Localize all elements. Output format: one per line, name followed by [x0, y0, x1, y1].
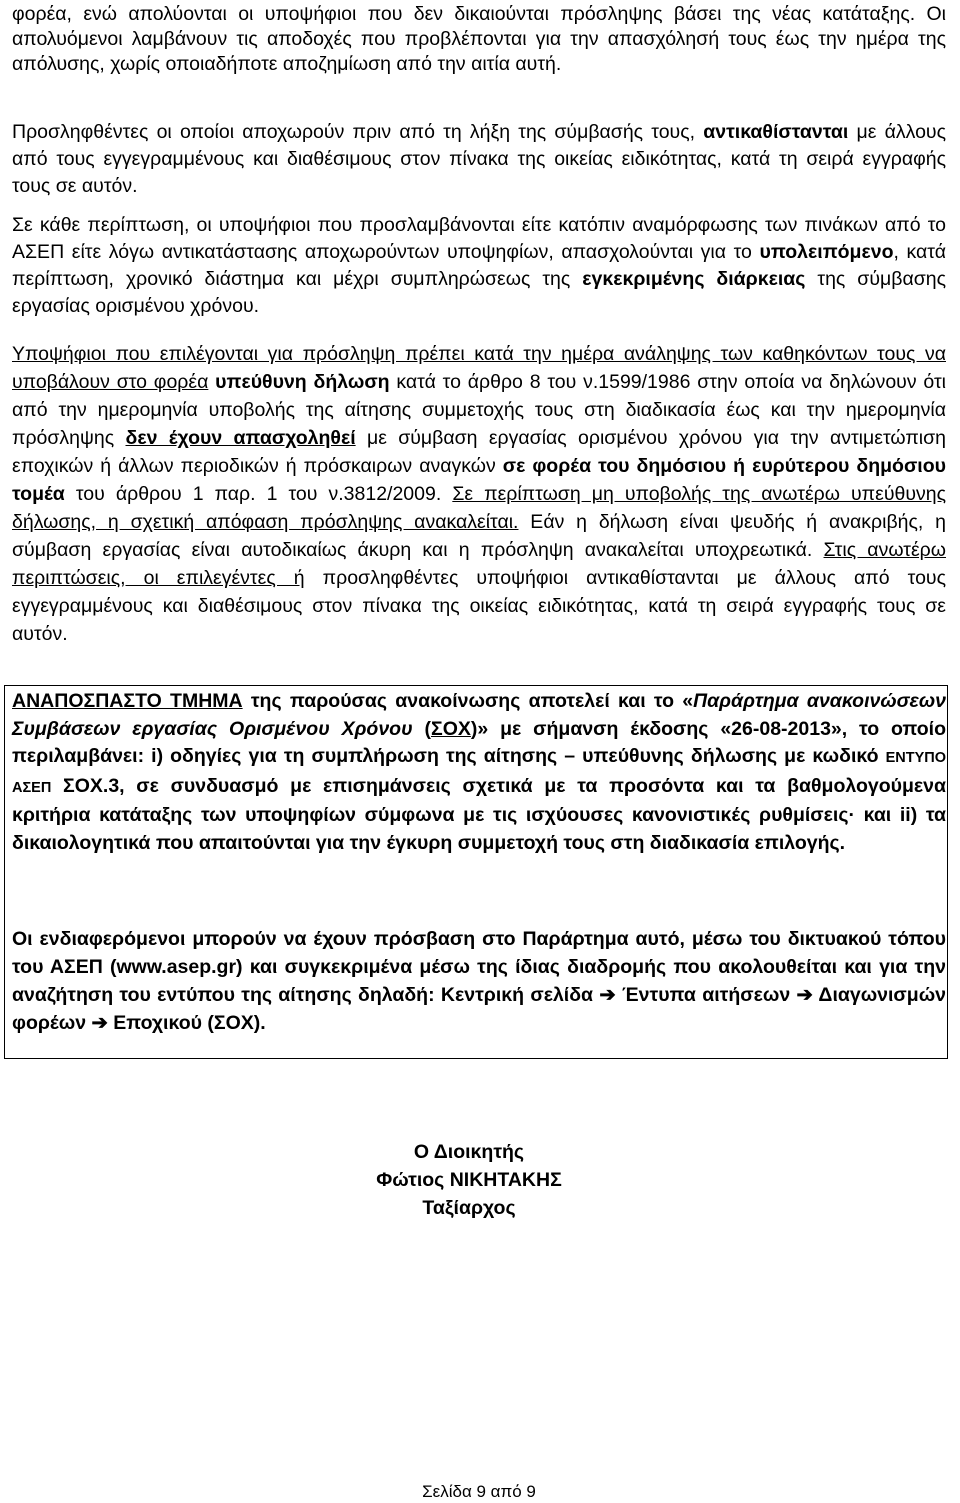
text-bold: υπολειπόμενο — [759, 241, 894, 263]
text: με άλλους από τους εγγεγραμμένους και διαθέσιμους στον πίνακα της οικείας ειδικότητας, κατά τη σειρά εγγραφής τους σε αυτόν. — [12, 121, 946, 197]
path-step-home: Κεντρική σελίδα — [440, 984, 594, 1006]
paragraph-access — [12, 925, 946, 1037]
text-bold: εγκεκριμένης διάρκειας — [582, 268, 806, 290]
paragraph-annex — [12, 688, 946, 857]
signature-role: Ο Διοικητής — [413, 1141, 525, 1163]
text-underlined: Υποψήφιοι που επιλέγονται για πρόσληψη πρέπει κατά την ημέρα ανάληψης των καθηκόντων τους να υποβάλουν στο φορέα — [12, 343, 946, 393]
text: Σε κάθε περίπτωση, οι υποψήφιοι που προσλαμβάνονται είτε κατόπιν αναμόρφωσης των πινάκων από το ΑΣΕΠ είτε λόγω αντικατάστασης αποχωρούντων υποψηφίων, απασχολούνται για το — [12, 214, 946, 263]
paragraph-dismissal: φορέα, ενώ απολύονται οι υποψήφιοι που δεν δικαιούνται πρόσληψης βάσει της νέας κατάταξης. Οι απολυόμενοι λαμβάνουν τις αποδοχές που προβλέπονται για την απασχόλησή τους έως την ημέρα της απόλυσης, χωρίς οποιαδήποτε αποζημίωση από την αιτία αυτή. — [12, 3, 946, 75]
text: Οι ενδιαφερόμενοι μπορούν να έχουν πρόσβαση στο Παράρτημα αυτό, μέσω του δικτυακού τόπου του ΑΣΕΠ (www.asep.gr) και συγκεκριμένα μέσω της ίδιας διαδρομής που ακολουθείται και για την αναζήτηση του εντύπου της αίτησης δηλαδή: — [12, 928, 946, 1006]
paragraph-remaining-duration — [12, 212, 946, 320]
text-bold: υπεύθυνη δήλωση — [215, 371, 390, 393]
path-step-seasonal: Εποχικού (ΣΟΧ). — [113, 1012, 266, 1034]
text: της παρούσας ανακοίνωσης αποτελεί και το « — [242, 690, 694, 712]
text: προσληφθέντες υποψήφιοι αντικαθίστανται με άλλους από τους εγγεγραμμένους και διαθέσιμους στον πίνακα της οικείας ειδικότητας, κατά τη σειρά εγγραφής τους σε αυτόν. — [12, 567, 946, 645]
text-bold: σε φορέα του δημόσιου ή ευρύτερου δημόσιου τομέα — [12, 455, 946, 505]
text: , κατά περίπτωση, χρονικό διάστημα και μέχρι συμπληρώσεως της — [12, 241, 947, 290]
page-number: Σελίδα 9 από 9 — [422, 1482, 536, 1501]
text: ( — [412, 717, 431, 740]
text: ΣΟΧ.3, σε συνδυασμό με επισημάνσεις σχετικά με τα προσόντα και τα βαθμολογούμενα κριτήρια κατάταξης των υποψηφίων σύμφωνα με τις ισχύουσες κανονιστικές ρυθμίσεις· και ii) τα δικαιολογητικά που απαιτούνται για την έγκυρη συμμετοχή τους στη διαδικασία επιλογής. — [12, 774, 946, 854]
arrow-right-icon: ➔ — [599, 984, 616, 1006]
text: Προσληφθέντες οι οποίοι αποχωρούν πριν από τη λήξη της σύμβασής τους, — [12, 121, 696, 143]
text-underlined: ΑΝΑΠΟΣΠΑΣΤΟ ΤΜΗΜΑ — [12, 690, 243, 712]
text-italic: Παράρτημα ανακοινώσεων Συμβάσεων εργασίας Ορισμένου Χρόνου — [12, 690, 947, 740]
signature-block — [12, 1138, 946, 1222]
text: του άρθρου 1 παρ. 1 του ν.3812/2009. — [64, 483, 453, 505]
text: )» με σήμανση έκδοσης «26-08-2013», το οποίο περιλαμβάνει: i) οδηγίες για τη συμπλήρωση της αίτησης – υπεύθυνης δήλωσης με κωδικό — [12, 717, 946, 767]
paragraph-replacement — [12, 119, 946, 200]
text: κατά το άρθρο 8 του ν.1599/1986 στην οποία να δηλώνουν ότι από την ημερομηνία υποβολής της αίτησης συμμετοχής τους στη διαδικασία έως και την ημερομηνία πρόσληψης — [12, 371, 946, 449]
path-step-forms: Έντυπα αιτήσεων — [622, 984, 791, 1006]
text-underlined: ΣΟΧ — [431, 717, 471, 740]
text-underlined: Σε περίπτωση μη υποβολής της ανωτέρω υπεύθυνης δήλωσης, η σχετική απόφαση πρόσληψης ανακαλείται. — [12, 483, 946, 533]
text: της σύμβασης εργασίας ορισμένου χρόνου. — [12, 268, 946, 317]
text-underlined: Στις ανωτέρω περιπτώσεις, οι επιλεγέντες ή — [12, 539, 946, 589]
path-step-competitions: Διαγωνισμών φορέων — [12, 984, 947, 1034]
text-bold-underlined: δεν έχουν απασχοληθεί — [125, 427, 356, 449]
signature-rank: Ταξίαρχος — [422, 1197, 516, 1219]
form-code: ΕΝΤΥΠΟ ΑΣΕΠ — [12, 750, 946, 796]
text: με σύμβαση εργασίας ορισμένου χρόνου για την αντιμετώπιση εποχικών ή άλλων περιοδικών ή πρόσκαιρων αναγκών — [12, 427, 946, 477]
arrow-right-icon: ➔ — [796, 984, 813, 1006]
signature-name: Φώτιος ΝΙΚΗΤΑΚΗΣ — [376, 1169, 562, 1191]
text-bold: αντικαθίστανται — [703, 121, 849, 143]
paragraph-declaration — [12, 340, 946, 648]
text: Εάν η δήλωση είναι ψευδής ή ανακριβής, η σύμβαση εργασίας είναι αυτοδικαίως άκυρη και η πρόσληψη ανακαλείται υποχρεωτικά. — [12, 511, 946, 561]
arrow-right-icon: ➔ — [91, 1012, 108, 1034]
